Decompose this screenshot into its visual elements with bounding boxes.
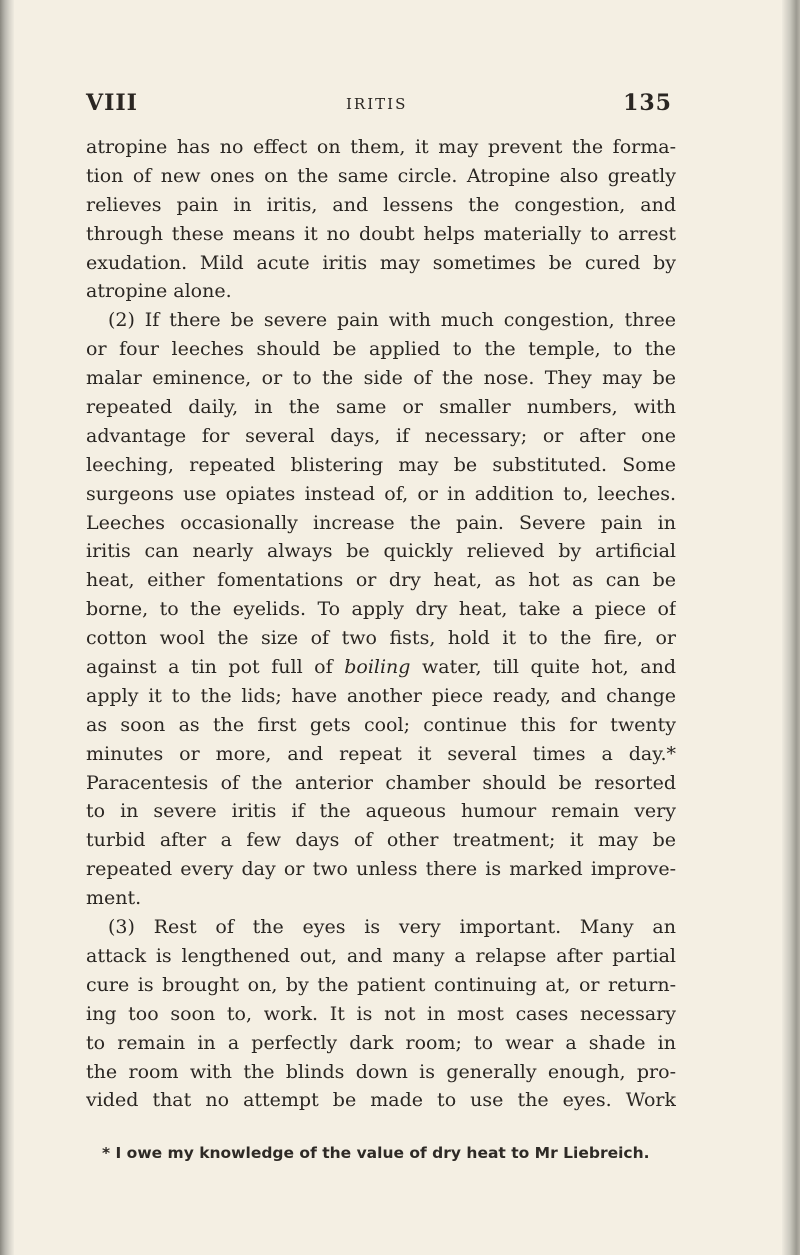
running-header xyxy=(86,90,672,120)
text-line: (3) Rest of the eyes is very important. Many an xyxy=(108,916,676,939)
text-line: ment. xyxy=(86,887,142,910)
text-line: Leeches occasionally increase the pain. Severe pain in xyxy=(86,511,676,534)
text-line: vided that no attempt be made to use the eyes. Work xyxy=(86,1089,676,1112)
text-line: atropine alone. xyxy=(86,280,232,303)
text-segment: against a tin pot full of xyxy=(86,656,345,679)
text-line: advantage for several days, if necessary; or after one xyxy=(86,424,676,447)
running-title: IRITIS xyxy=(346,95,408,113)
text-line: tion of new ones on the same circle. Atropine also greatly xyxy=(86,164,676,187)
page-left-edge-shadow xyxy=(0,0,14,1255)
footnote: * I owe my knowledge of the value of dry heat to Mr Liebreich. xyxy=(102,1144,650,1162)
text-line: relieves pain in iritis, and lessens the congestion, and xyxy=(86,193,676,216)
text-line: exudation. Mild acute iritis may sometimes be cured by xyxy=(86,251,676,274)
text-line: turbid after a few days of other treatment; it may be xyxy=(86,829,676,852)
text-segment: water, till quite hot, and xyxy=(410,656,676,679)
chapter-number: VIII xyxy=(86,90,138,116)
text-line: surgeons use opiates instead of, or in addition to, leeches. xyxy=(86,482,676,505)
text-line: ing too soon to, work. It is not in most cases necessary xyxy=(86,1002,676,1025)
text-line: the room with the blinds down is generally enough, pro- xyxy=(86,1060,676,1083)
text-line: malar eminence, or to the side of the nose. They may be xyxy=(86,367,676,390)
text-line: repeated daily, in the same or smaller numbers, with xyxy=(86,396,676,419)
text-line: minutes or more, and repeat it several times a day.* xyxy=(86,742,676,765)
page-right-edge-shadow xyxy=(782,0,800,1255)
text-line: iritis can nearly always be quickly relieved by artificial xyxy=(86,540,676,563)
text-line: borne, to the eyelids. To apply dry heat, take a piece of xyxy=(86,598,676,621)
text-line: to remain in a perfectly dark room; to wear a shade in xyxy=(86,1031,676,1054)
text-line: Paracentesis of the anterior chamber should be resorted xyxy=(86,771,676,794)
text-line: to in severe iritis if the aqueous humour remain very xyxy=(86,800,676,823)
text-line: atropine has no effect on them, it may prevent the forma- xyxy=(86,136,676,158)
body-text xyxy=(86,133,676,1115)
text-line: (2) If there be severe pain with much congestion, three xyxy=(108,309,676,332)
text-line: leeching, repeated blistering may be substituted. Some xyxy=(86,453,676,476)
text-line: as soon as the first gets cool; continue this for twenty xyxy=(86,713,676,736)
text-line: through these means it no doubt helps materially to arrest xyxy=(86,222,676,245)
text-line: cotton wool the size of two fists, hold it to the fire, or xyxy=(86,627,676,650)
text-line: heat, either fomentations or dry heat, as hot as can be xyxy=(86,569,676,592)
text-line-with-italic xyxy=(86,653,676,682)
page-number: 135 xyxy=(623,90,672,116)
italic-word: boiling xyxy=(344,656,411,679)
text-line: repeated every day or two unless there is marked improve- xyxy=(86,858,676,881)
text-line: cure is brought on, by the patient continuing at, or return- xyxy=(86,973,676,996)
text-line: attack is lengthened out, and many a relapse after partial xyxy=(86,944,676,967)
text-line: apply it to the lids; have another piece ready, and change xyxy=(86,684,676,707)
text-line: or four leeches should be applied to the temple, to the xyxy=(86,338,676,361)
